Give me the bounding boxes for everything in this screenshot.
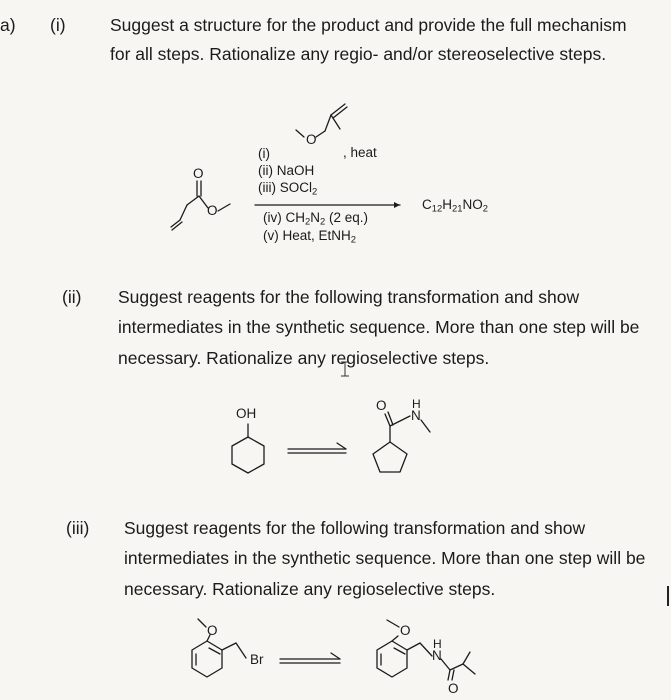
question-iii-line1: Suggest reagents for the following transformation and show (124, 518, 586, 538)
reagent-heat: , heat (343, 145, 377, 160)
reagent-i-label: (i) (258, 146, 270, 161)
ester-carbonyl-o: O (193, 166, 204, 181)
part-marker: a) (0, 15, 16, 35)
subpart-iii-label: (iii) (66, 518, 90, 538)
question-ii-line1: Suggest reagents for the following transformation and show (118, 287, 580, 307)
reagent-iii: (iii) SOCl$_2$ (258, 180, 318, 198)
question-iii-line2: intermediates in the synthetic sequence. More than one step will be (124, 548, 646, 568)
reagent-ii: (ii) NaOH (258, 163, 315, 178)
subpart-i-label: (i) (50, 15, 66, 35)
amide2-h-label: H (433, 637, 442, 651)
bromo-label: Br (250, 652, 264, 667)
vinyl-ether-structure (296, 104, 347, 137)
amide-o-label: O (376, 398, 387, 413)
methoxy-aryl-amide-structure (377, 620, 475, 680)
question-i-line1: Suggest a structure for the product and provide the full mechanism (110, 15, 627, 35)
cyclohexanol-structure (232, 424, 264, 473)
amide-h-label: H (412, 397, 421, 411)
methoxy-benzyl-bromide-structure (192, 619, 246, 677)
amide-n-label: N (411, 408, 421, 423)
text-cursor-icon (341, 362, 349, 376)
ester-alkoxy-o: O (207, 203, 218, 218)
reagent-v: (v) Heat, EtNH$_2$ (263, 228, 357, 246)
question-ii-line2: intermediates in the synthetic sequence. More than one step will be (118, 317, 640, 337)
starting-ester-structure (171, 181, 230, 230)
hydroxyl-label: OH (236, 406, 257, 421)
question-i-line2: for all steps. Rationalize any regio- and/or stereoselective steps. (110, 44, 607, 64)
transformation-arrow-iii (280, 653, 340, 663)
methoxy-o-left: O (207, 623, 218, 638)
vinyl-ether-o: O (306, 132, 317, 147)
subpart-ii-label: (ii) (62, 287, 82, 307)
product-formula: $C_{12}H_{21}NO_2$ (422, 197, 488, 215)
transformation-arrow-ii (288, 443, 346, 453)
amide2-n-label: N (432, 648, 442, 663)
amide2-o-label: O (448, 681, 459, 696)
methoxy-o-right: O (400, 623, 411, 638)
question-ii-line3: necessary. Rationalize any regioselective steps. (118, 348, 490, 368)
cyclopentyl-amide-structure (373, 412, 430, 472)
question-iii-line3: necessary. Rationalize any regioselective steps. (124, 579, 496, 599)
reagent-iv: (iv) $CH_2N_2$ (2 eq.) (263, 210, 369, 228)
